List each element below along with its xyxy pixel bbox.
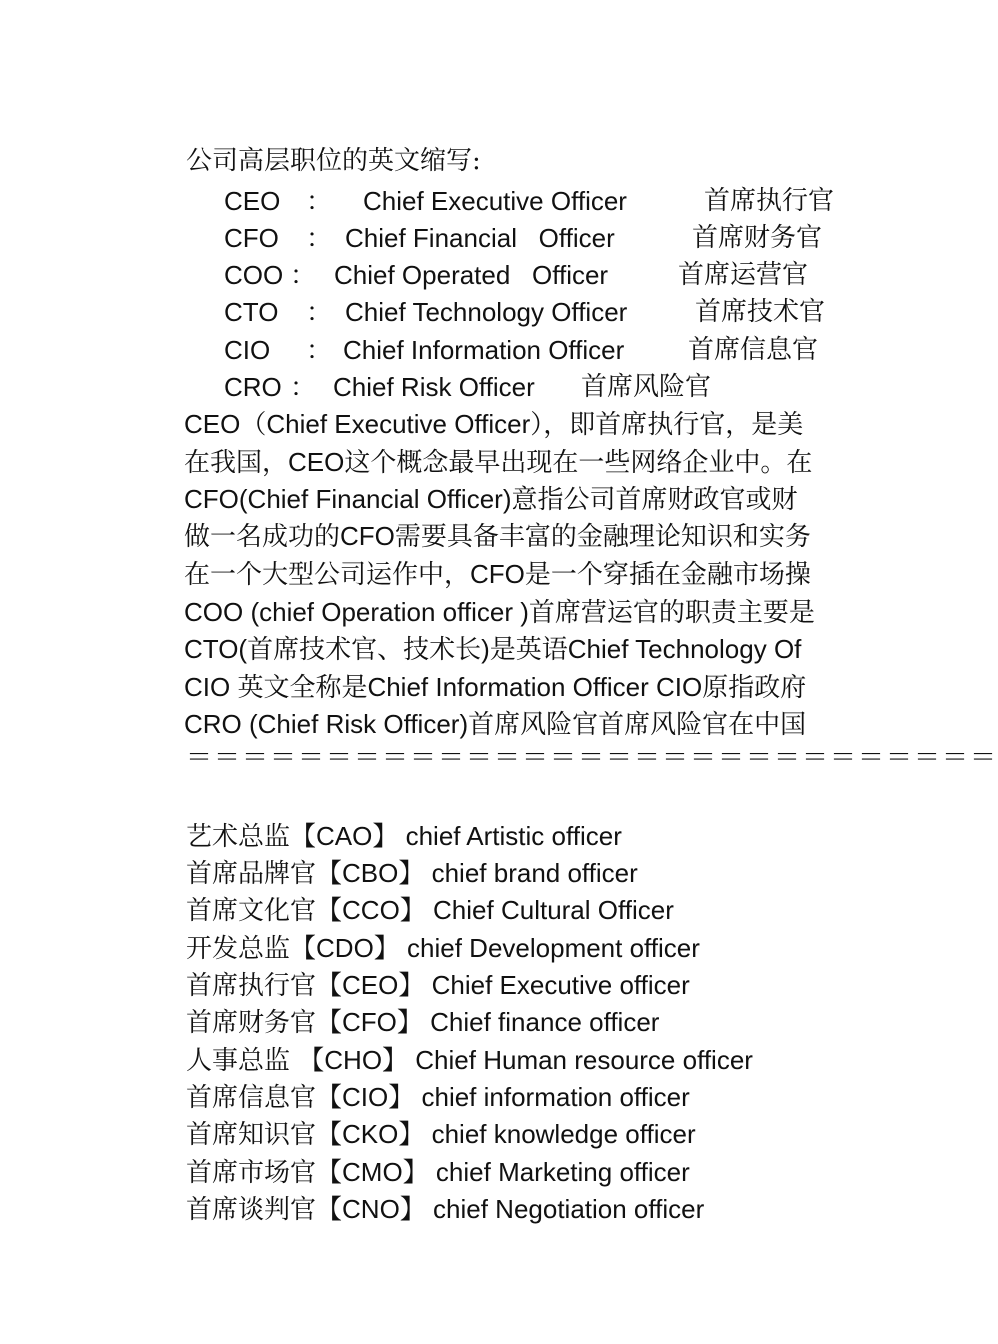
title-row: [186, 1194, 704, 1225]
abbreviation-colon: ：: [306, 297, 333, 327]
abbreviation-colon: ：: [306, 223, 333, 253]
abbreviation-english: Chief Operated Officer: [334, 260, 609, 290]
title-english: chief information officer: [421, 1082, 690, 1112]
title-chinese: 首席文化官: [186, 896, 317, 926]
title-chinese: 首席执行官: [186, 971, 317, 1001]
title-english: chief Artistic officer: [405, 821, 622, 851]
title-chinese: 开发总监: [186, 934, 291, 964]
paragraph-line: COO (chief Operation officer )首席营运官的职责主要是: [184, 597, 815, 627]
title-code: 【CFO】: [316, 1007, 423, 1037]
abbreviation-english: Chief Financial Officer: [345, 223, 615, 253]
title-english: Chief finance officer: [430, 1007, 660, 1037]
title-english: chief Marketing officer: [435, 1157, 690, 1187]
title-row: [186, 970, 690, 1001]
title-chinese: 首席谈判官: [186, 1195, 317, 1225]
title-english: Chief Human resource officer: [415, 1045, 753, 1075]
title-code: 【CNO】: [316, 1194, 426, 1224]
paragraph-line: 在一个大型公司运作中，CFO是一个穿插在金融市场操: [184, 559, 811, 589]
title-code: 【CKO】: [316, 1119, 425, 1149]
abbreviation-colon: ：: [290, 372, 317, 402]
paragraph-line: 做一名成功的CFO需要具备丰富的金融理论知识和实务: [184, 521, 811, 551]
abbreviation-english: Chief Risk Officer: [333, 372, 535, 402]
abbreviation-code: CFO: [224, 223, 279, 253]
title-chinese: 首席信息官: [186, 1083, 317, 1113]
abbreviation-chinese: 首席执行官: [704, 186, 835, 216]
title-chinese: 人事总监: [186, 1046, 299, 1076]
title-code: 【CEO】: [316, 970, 425, 1000]
title-row: [186, 933, 700, 964]
abbreviation-code: CRO: [224, 372, 282, 402]
title-row: [186, 821, 622, 852]
title-code: 【CAO】: [290, 821, 399, 851]
abbreviation-code: CTO: [224, 297, 279, 327]
abbreviation-colon: ：: [306, 186, 333, 216]
title-english: chief brand officer: [431, 858, 638, 888]
title-code: 【CCO】: [316, 895, 426, 925]
abbreviation-colon: ：: [290, 260, 317, 290]
title-english: Chief Cultural Officer: [433, 895, 674, 925]
abbreviation-row: [0, 335, 866, 365]
title-list: [0, 818, 866, 1225]
abbreviation-row: [0, 186, 866, 216]
abbreviation-chinese: 首席风险官: [581, 372, 712, 402]
title-row: [186, 1119, 696, 1150]
title-row: [186, 858, 638, 889]
abbreviation-code: COO: [224, 260, 284, 290]
abbreviation-code: CIO: [224, 335, 271, 365]
title-row: [186, 1045, 753, 1076]
abbreviation-row: [0, 297, 866, 327]
paragraph-line: CRO (Chief Risk Officer)首席风险官首席风险官在中国: [184, 709, 807, 739]
document-heading: 公司高层职位的英文缩写:: [186, 146, 481, 176]
abbreviation-english: Chief Executive Officer: [363, 186, 627, 216]
title-chinese: 首席市场官: [186, 1158, 317, 1188]
title-row: [186, 895, 674, 926]
abbreviation-chinese: 首席运营官: [678, 260, 809, 290]
abbreviation-chinese: 首席信息官: [688, 335, 819, 365]
paragraph-line: 在我国，CEO这个概念最早出现在一些网络企业中。在: [184, 447, 813, 477]
paragraph-line: CFO(Chief Financial Officer)意指公司首席财政官或财: [184, 484, 798, 514]
separator-line: ＝＝＝＝＝＝＝＝＝＝＝＝＝＝＝＝＝＝＝＝＝＝＝＝＝＝＝＝＝: [186, 742, 998, 772]
abbreviation-code: CEO: [224, 186, 281, 216]
title-english: chief Negotiation officer: [433, 1194, 705, 1224]
title-chinese: 首席品牌官: [186, 859, 317, 889]
title-english: Chief Executive officer: [431, 970, 690, 1000]
paragraph-line: CEO（Chief Executive Officer），即首席执行官，是美: [184, 409, 804, 439]
title-row: [186, 1157, 690, 1188]
abbreviation-row: [0, 372, 866, 402]
title-chinese: 首席知识官: [186, 1120, 317, 1150]
title-code: 【CBO】: [316, 858, 425, 888]
paragraph-line: CIO 英文全称是Chief Information Officer CIO原指政府: [184, 672, 807, 702]
title-code: 【CIO】: [316, 1082, 415, 1112]
paragraph-line: CTO(首席技术官、技术长)是英语Chief Technology Of: [184, 634, 802, 664]
title-chinese: 首席财务官: [186, 1008, 317, 1038]
title-english: chief knowledge officer: [431, 1119, 696, 1149]
title-english: chief Development officer: [407, 933, 700, 963]
abbreviation-chinese: 首席技术官: [695, 297, 826, 327]
abbreviation-chinese: 首席财务官: [692, 223, 823, 253]
abbreviation-english: Chief Information Officer: [343, 335, 625, 365]
abbreviation-row: [0, 223, 866, 253]
abbreviation-row: [0, 260, 866, 290]
title-code: 【CMO】: [316, 1157, 429, 1187]
title-row: [186, 1082, 690, 1113]
abbreviation-english: Chief Technology Officer: [345, 297, 628, 327]
title-code: 【CDO】: [290, 933, 400, 963]
title-code: 【CHO】: [298, 1045, 409, 1075]
title-chinese: 艺术总监: [186, 822, 291, 852]
title-row: [186, 1007, 659, 1038]
abbreviation-colon: ：: [306, 335, 333, 365]
